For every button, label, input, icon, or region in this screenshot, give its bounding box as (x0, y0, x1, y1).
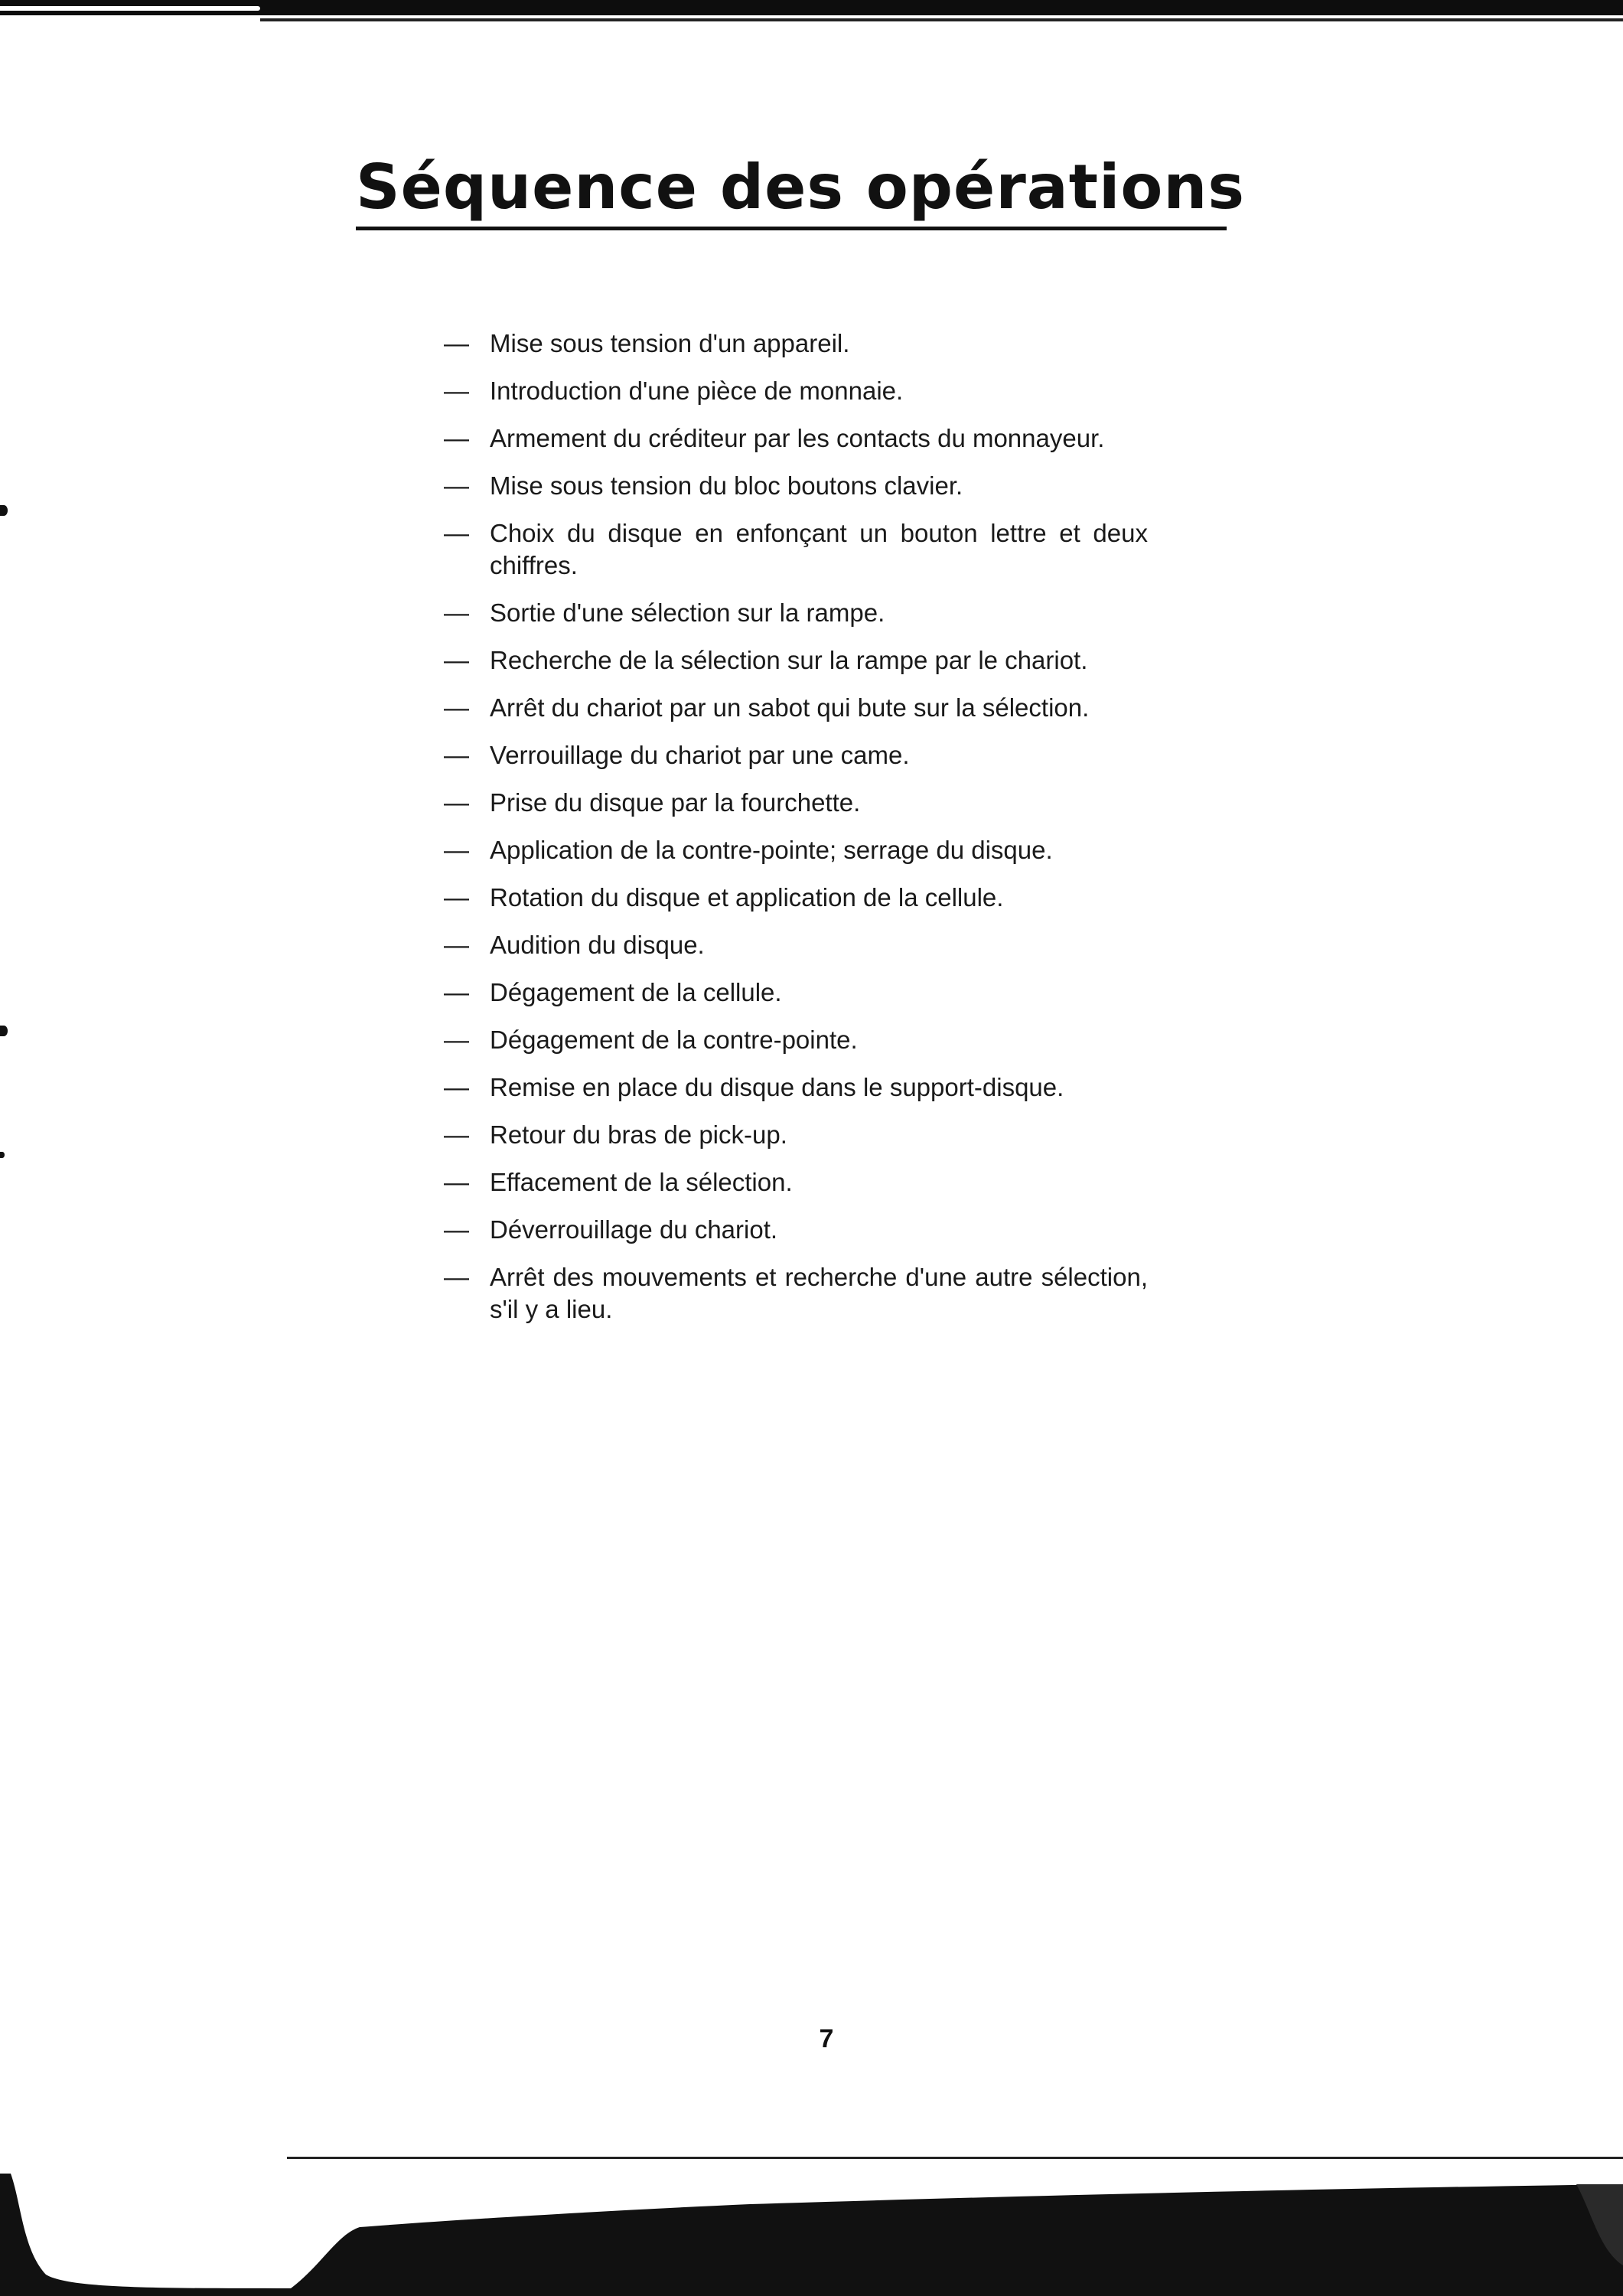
page-number: 7 (819, 2024, 834, 2053)
step-text: Prise du disque par la fourchette. (490, 788, 861, 817)
dash-marker: — (444, 1073, 469, 1101)
step-text: Sortie d'une sélection sur la rampe. (490, 598, 885, 627)
list-item (444, 597, 1148, 629)
dash-marker: — (444, 1026, 469, 1054)
step-text: Audition du disque. (490, 931, 705, 959)
dash-marker: — (444, 1263, 469, 1291)
list-item (444, 1024, 1148, 1056)
dash-marker: — (444, 1120, 469, 1149)
list-item (444, 692, 1148, 724)
list-item (444, 1071, 1148, 1104)
margin-mark (0, 505, 8, 516)
scan-bottom-line (287, 2157, 1623, 2159)
step-text: Déverrouillage du chariot. (490, 1215, 778, 1244)
dash-marker: — (444, 836, 469, 864)
dash-marker: — (444, 377, 469, 405)
title-underline (356, 227, 1227, 230)
dash-marker: — (444, 329, 469, 357)
step-text: Remise en place du disque dans le support-disque. (490, 1073, 1064, 1101)
dash-marker: — (444, 1215, 469, 1244)
dash-marker: — (444, 693, 469, 722)
list-item (444, 787, 1148, 819)
list-item (444, 882, 1148, 914)
dash-marker: — (444, 471, 469, 500)
step-text: Introduction d'une pièce de monnaie. (490, 377, 904, 405)
step-text: Arrêt du chariot par un sabot qui bute sur la sélection. (490, 693, 1090, 722)
list-item (444, 375, 1148, 407)
dash-marker: — (444, 1168, 469, 1196)
scan-top-line (260, 18, 1623, 21)
step-text: Mise sous tension du bloc boutons clavier. (490, 471, 963, 500)
dash-marker: — (444, 741, 469, 769)
list-item (444, 1166, 1148, 1199)
list-item (444, 470, 1148, 502)
step-text: Dégagement de la cellule. (490, 978, 782, 1006)
list-item (444, 929, 1148, 961)
step-text: Effacement de la sélection. (490, 1168, 793, 1196)
step-text: Verrouillage du chariot par une came. (490, 741, 910, 769)
step-text: Dégagement de la contre-pointe. (490, 1026, 858, 1054)
step-text: Recherche de la sélection sur la rampe par le chariot. (490, 646, 1088, 674)
step-text: Rotation du disque et application de la cellule. (490, 883, 1004, 912)
page-title: Séquence des opérations (356, 152, 1245, 223)
list-item (444, 422, 1148, 455)
step-text: Arrêt des mouvements et recherche d'une autre sélection, s'il y a lieu. (490, 1263, 1148, 1323)
step-text: Armement du créditeur par les contacts du monnayeur. (490, 424, 1105, 452)
step-text: Application de la contre-pointe; serrage du disque. (490, 836, 1053, 864)
dash-marker: — (444, 519, 469, 547)
list-item (444, 977, 1148, 1009)
list-item (444, 328, 1148, 360)
dash-marker: — (444, 883, 469, 912)
dash-marker: — (444, 931, 469, 959)
dash-marker: — (444, 424, 469, 452)
dash-marker: — (444, 598, 469, 627)
dash-marker: — (444, 646, 469, 674)
step-text: Retour du bras de pick-up. (490, 1120, 787, 1149)
list-item (444, 644, 1148, 677)
list-item (444, 1261, 1148, 1326)
list-item (444, 1119, 1148, 1151)
list-item (444, 517, 1148, 582)
step-text: Mise sous tension d'un appareil. (490, 329, 850, 357)
list-item (444, 834, 1148, 866)
step-text: Choix du disque en enfonçant un bouton lettre et deux chiffres. (490, 519, 1148, 579)
dash-marker: — (444, 978, 469, 1006)
operations-list (444, 328, 1148, 1341)
margin-mark (0, 1152, 5, 1158)
list-item (444, 1214, 1148, 1246)
scan-bottom-edge (0, 2174, 1623, 2296)
dash-marker: — (444, 788, 469, 817)
margin-mark (0, 1026, 8, 1036)
scan-top-gap (0, 6, 260, 11)
list-item (444, 739, 1148, 771)
